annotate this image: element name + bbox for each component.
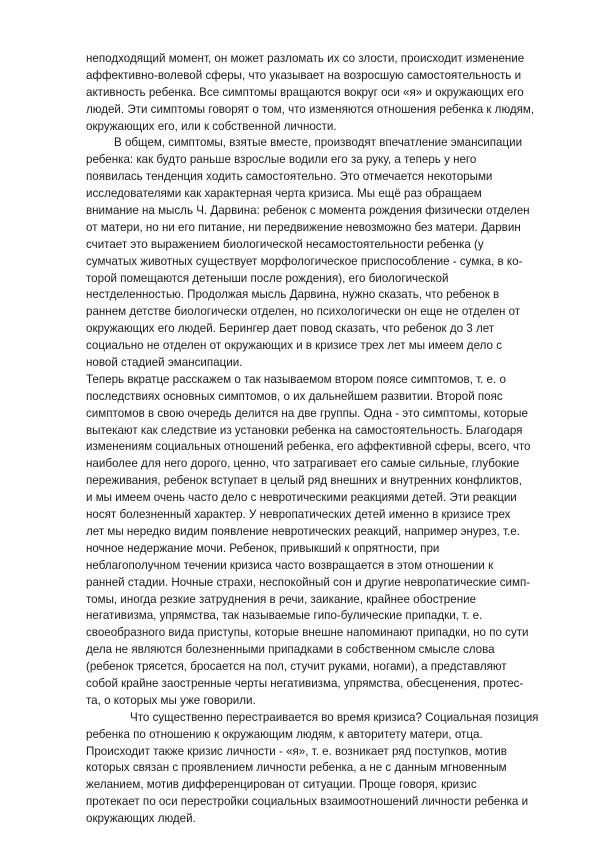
text-line: активность ребенка. Все симптомы вращаются вокруг оси «я» и окружающих его — [86, 85, 524, 99]
text-line: которых связан с проявлением личности ребенка, а не с данным мгновенным — [86, 761, 507, 775]
text-line: окружающих его, или к собственной личности. — [86, 119, 337, 133]
text-line: социально не отделен от окружающих и в кризисе трех лет мы имеем дело с — [86, 339, 502, 353]
text-line: ночное недержание мочи. Ребенок, привыкший к опрятности, при — [86, 541, 440, 555]
paragraph — [86, 710, 546, 828]
text-line: дела не являются болезненными припадками в собственном смысле слова — [86, 643, 495, 657]
text-line: последствиях основных симптомов, о их дальнейшем развитии. Второй пояс — [86, 389, 503, 403]
text-line: В общем, симптомы, взятые вместе, производят впечатление эмансипации — [114, 136, 523, 150]
paragraph — [86, 135, 546, 371]
text-line: наиболее для него дорого, ценно, что затрагивает его самые сильные, глубокие — [86, 457, 520, 471]
text-line: ранней стадии. Ночные страхи, неспокойный сон и другие невропатические симп- — [86, 575, 531, 589]
text-line: Происходит также кризис личности - «я», т. е. возникает ряд поступков, мотив — [86, 744, 507, 758]
text-line: окружающих людей. — [86, 812, 196, 826]
text-line: переживания, ребенок вступает в целый ряд внешних и внутренних конфликтов, — [86, 474, 522, 488]
text-line: людей. Эти симптомы говорят о том, что изменяются отношения ребенка к людям, — [86, 102, 535, 116]
text-line: сумчатых животных существует морфологическое приспособление - сумка, в ко- — [86, 254, 523, 268]
text-line: своеобразного вида приступы, которые внешне напоминают припадки, но по сути — [86, 626, 529, 640]
text-line: окружающих его людей. Берингер дает повод сказать, что ребенок до 3 лет — [86, 322, 495, 336]
text-line: симптомов в свою очередь делится на две группы. Одна - это симптомы, которые — [86, 406, 528, 420]
text-line: изменениям социальных отношений ребенка, его аффективной сферы, всего, что — [86, 440, 531, 454]
text-line: аффективно-волевой сферы, что указывает на возросшую самостоятельность и — [86, 68, 522, 82]
paragraph — [86, 51, 546, 135]
text-line: протекает по оси перестройки социальных взаимоотношений личности ребенка и — [86, 795, 529, 809]
text-line: и мы имеем очень часто дело с невротическими реакциями детей. Эти реакции — [86, 491, 517, 505]
paragraph — [86, 372, 546, 710]
text-line: желанием, мотив дифференцирован от ситуации. Проще говоря, кризис — [86, 778, 477, 792]
text-line: ребенка по отношению к окружающим людям, к авторитету матери, отца. — [86, 727, 483, 741]
text-line: появилась тенденция ходить самостоятельно. Это отмечается некоторыми — [86, 170, 493, 184]
text-line: Теперь вкратце расскажем о так называемом втором поясе симптомов, т. е. о — [86, 372, 506, 386]
text-line: ребенка: как будто раньше взрослые водили его за руку, а теперь у него — [86, 153, 477, 167]
text-line: Что существенно перестраивается во время кризиса? Социальная позиция — [130, 710, 539, 724]
text-line: та, о которых мы уже говорили. — [86, 693, 256, 707]
text-line: (ребенок трясется, бросается на пол, стучит руками, ногами), а представляют — [86, 660, 507, 674]
text-line: считает это выражением биологической несамостоятельности ребенка (у — [86, 237, 484, 251]
text-line: негативизма, упрямства, так называемые гипо-булические припадки, т. е. — [86, 609, 483, 623]
document-page — [86, 51, 546, 828]
text-line: собой крайне заостренные черты негативизма, упрямства, обесценения, протес- — [86, 676, 524, 690]
text-line: томы, иногда резкие затруднения в речи, заикание, крайнее обострение — [86, 592, 477, 606]
text-line: нестделенностью. Продолжая мысль Дарвина, нужно сказать, что ребенок в — [86, 288, 500, 302]
text-line: неподходящий момент, он может разломать их со злости, происходит изменение — [86, 52, 525, 65]
text-line: лет мы нередко видим появление невротических реакций, например энурез, т.е. — [86, 524, 520, 538]
text-line: исследователями как характерная черта кризиса. Мы ещё раз обращаем — [86, 187, 482, 201]
text-line: раннем детстве биологически отделен, но психологически он еще не отделен от — [86, 305, 521, 319]
text-line: неблагополучном течении кризиса часто возвращается в этом отношении к — [86, 558, 494, 572]
text-line: вытекают как следствие из установки ребенка на самостоятельность. Благодаря — [86, 423, 523, 437]
text-line: внимание на мысль Ч. Дарвина: ребенок с момента рождения физически отделен — [86, 204, 530, 218]
text-line: новой стадией эмансипации. — [86, 356, 243, 370]
text-line: носят болезненный характер. У невропатических детей именно в кризисе трех — [86, 508, 511, 522]
text-line: торой помещаются детеныши после рождения), его биологической — [86, 271, 449, 285]
text-line: от матери, но ни его питание, ни передвижение невозможно без матери. Дарвин — [86, 220, 521, 234]
